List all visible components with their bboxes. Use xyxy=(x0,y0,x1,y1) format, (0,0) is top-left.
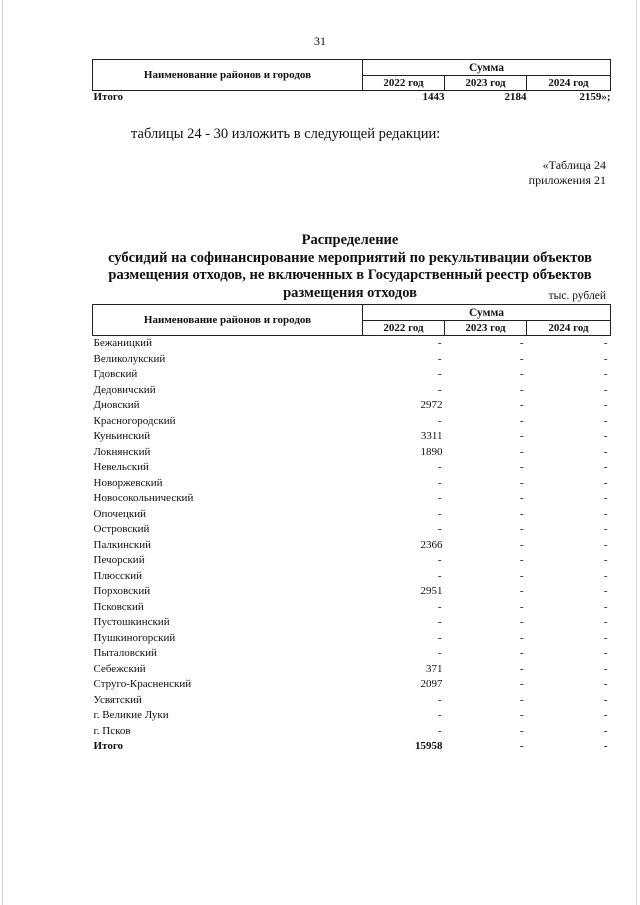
value-2023: - xyxy=(519,600,524,613)
value-2022: 15958 xyxy=(415,740,443,752)
table-reference-line: «Таблица 24 xyxy=(542,158,606,172)
value-2022: - xyxy=(437,693,442,706)
amendment-paragraph: таблицы 24 - 30 изложить в следующей редакции: xyxy=(131,126,441,142)
value-2023: - xyxy=(519,383,524,396)
value-2023: - xyxy=(519,740,524,752)
value-2024: - xyxy=(603,662,608,675)
district-name: Дновский xyxy=(93,399,140,411)
table-row xyxy=(93,584,611,600)
value-2022: - xyxy=(437,461,442,473)
value-2022: - xyxy=(437,337,442,349)
district-name: Опочецкий xyxy=(93,507,146,520)
value-2023: - xyxy=(519,445,524,458)
value-2022: - xyxy=(437,352,442,365)
value-2023: - xyxy=(519,523,524,535)
value-2022: - xyxy=(437,476,442,489)
table-row xyxy=(93,631,611,647)
value-2024: - xyxy=(603,399,608,411)
value-2023: - xyxy=(519,492,524,504)
district-name: Невельский xyxy=(93,461,149,473)
title-line: субсидий на софинансирование мероприятий по рекультивации объектов xyxy=(108,249,592,266)
table-row xyxy=(93,662,611,678)
value-2022: 2951 xyxy=(420,585,443,597)
page-number: 31 xyxy=(314,34,326,48)
district-name: Пустошкинский xyxy=(93,616,170,628)
value-2022: - xyxy=(437,724,442,737)
table-row xyxy=(93,708,611,724)
value-2024: - xyxy=(603,616,608,628)
district-name: Островский xyxy=(93,523,150,535)
value-2024: - xyxy=(603,554,608,566)
table-row xyxy=(93,429,611,445)
value-2023: - xyxy=(519,662,524,675)
value-2023: - xyxy=(519,678,524,690)
value-2023: - xyxy=(519,554,524,566)
district-name: Усвятский xyxy=(93,693,142,706)
value-2024: - xyxy=(603,368,608,380)
summary-table-previous xyxy=(92,59,611,104)
column-header-name: Наименование районов и городов xyxy=(93,60,363,91)
value-2024: - xyxy=(603,678,608,690)
table-row xyxy=(93,522,611,538)
total-label: Итого xyxy=(93,740,124,752)
value-2024: - xyxy=(603,647,608,659)
value-2024: - xyxy=(603,538,608,551)
table-row xyxy=(93,507,611,523)
district-name: Новоржевский xyxy=(93,476,163,489)
table-row xyxy=(93,491,611,507)
district-name: Пушкиногорский xyxy=(93,631,176,644)
value-2023: - xyxy=(519,585,524,597)
district-name: Красногородский xyxy=(93,414,176,427)
value-2024: - xyxy=(603,724,608,737)
value-2022: 2097 xyxy=(420,678,443,690)
table-row xyxy=(93,445,611,461)
table-row xyxy=(93,553,611,569)
table-reference xyxy=(529,158,606,188)
scan-right-edge xyxy=(636,0,637,905)
value-2022: - xyxy=(437,507,442,520)
table-row xyxy=(93,615,611,631)
value-2022: - xyxy=(437,414,442,427)
district-name: Великолукский xyxy=(93,352,166,365)
title-line: размещения отходов xyxy=(283,284,417,301)
table-row xyxy=(93,336,611,352)
total-row xyxy=(93,91,611,105)
value-2024: - xyxy=(603,414,608,427)
value-2023: - xyxy=(519,430,524,442)
value-2023: - xyxy=(519,414,524,427)
total-value-2024: 2159»; xyxy=(579,91,611,103)
value-2023: - xyxy=(519,538,524,551)
table-title xyxy=(80,232,620,302)
value-2024: - xyxy=(603,383,608,396)
total-value-2023: 2184 xyxy=(504,91,527,103)
value-2022: 2972 xyxy=(420,399,443,411)
value-2024: - xyxy=(603,600,608,613)
value-2023: - xyxy=(519,337,524,349)
title-line: размещения отходов, не включенных в Государственный реестр объектов xyxy=(108,267,592,283)
value-2024: - xyxy=(603,631,608,644)
table-row xyxy=(93,414,611,430)
title-line: Распределение xyxy=(301,232,399,248)
district-name: Бежаницкий xyxy=(93,337,152,349)
table-row xyxy=(93,693,611,709)
column-header-name: Наименование районов и городов xyxy=(93,305,363,336)
value-2022: - xyxy=(437,616,442,628)
total-row xyxy=(93,739,611,755)
value-2023: - xyxy=(519,461,524,473)
value-2024: - xyxy=(603,709,608,721)
value-2024: - xyxy=(603,740,608,752)
total-label: Итого xyxy=(93,91,124,103)
value-2022: - xyxy=(437,631,442,644)
value-2023: - xyxy=(519,724,524,737)
district-name: Гдовский xyxy=(93,368,138,380)
value-2024: - xyxy=(603,445,608,458)
table-row xyxy=(93,352,611,368)
district-name: Себежский xyxy=(93,662,146,675)
value-2022: - xyxy=(437,647,442,659)
value-2024: - xyxy=(603,430,608,442)
district-name: Псковский xyxy=(93,600,144,613)
value-2024: - xyxy=(603,569,608,582)
value-2024: - xyxy=(603,492,608,504)
value-2023: - xyxy=(519,399,524,411)
value-2023: - xyxy=(519,368,524,380)
value-2022: - xyxy=(437,554,442,566)
district-name: г. Великие Луки xyxy=(93,709,169,721)
table-row xyxy=(93,646,611,662)
district-name: Дедовичский xyxy=(93,383,156,396)
value-2022: 371 xyxy=(426,662,443,675)
column-header-sum: Сумма xyxy=(363,305,611,321)
district-name: г. Псков xyxy=(93,724,131,737)
value-2024: - xyxy=(603,461,608,473)
table-row xyxy=(93,460,611,476)
district-name: Плюсский xyxy=(93,569,143,582)
table-reference-line: приложения 21 xyxy=(528,173,606,187)
column-header-year: 2022 год xyxy=(363,321,445,336)
value-2023: - xyxy=(519,647,524,659)
value-2022: 3311 xyxy=(420,430,443,442)
district-name: Пыталовский xyxy=(93,647,157,659)
table-row xyxy=(93,538,611,554)
units-label: тыс. рублей xyxy=(548,290,606,302)
table-row xyxy=(93,367,611,383)
district-name: Локнянский xyxy=(93,445,151,458)
column-header-year: 2022 год xyxy=(363,76,445,91)
table-row xyxy=(93,398,611,414)
value-2023: - xyxy=(519,631,524,644)
value-2023: - xyxy=(519,709,524,721)
scan-left-edge xyxy=(2,0,3,905)
table-row xyxy=(93,600,611,616)
value-2023: - xyxy=(519,507,524,520)
value-2023: - xyxy=(519,569,524,582)
value-2022: - xyxy=(437,600,442,613)
value-2022: - xyxy=(437,569,442,582)
table-row xyxy=(93,724,611,740)
value-2024: - xyxy=(603,507,608,520)
value-2023: - xyxy=(519,693,524,706)
column-header-year: 2024 год xyxy=(527,321,611,336)
district-name: Новосокольнический xyxy=(93,492,194,504)
distribution-table xyxy=(92,304,611,755)
value-2024: - xyxy=(603,523,608,535)
column-header-year: 2023 год xyxy=(445,76,527,91)
value-2024: - xyxy=(603,476,608,489)
value-2022: - xyxy=(437,368,442,380)
value-2022: 1890 xyxy=(420,445,443,458)
value-2022: - xyxy=(437,492,442,504)
value-2024: - xyxy=(603,585,608,597)
value-2023: - xyxy=(519,476,524,489)
value-2022: - xyxy=(437,383,442,396)
table-row xyxy=(93,383,611,399)
table-row xyxy=(93,677,611,693)
district-name: Печорский xyxy=(93,554,145,566)
value-2022: - xyxy=(437,709,442,721)
column-header-year: 2023 год xyxy=(445,321,527,336)
total-value-2022: 1443 xyxy=(422,91,445,103)
district-name: Куньинский xyxy=(93,430,151,442)
district-name: Палкинский xyxy=(93,538,152,551)
district-name: Струго-Красненский xyxy=(93,678,192,690)
column-header-sum: Сумма xyxy=(363,60,611,76)
value-2023: - xyxy=(519,616,524,628)
table-body xyxy=(93,336,611,755)
table-row xyxy=(93,569,611,585)
value-2024: - xyxy=(603,693,608,706)
value-2023: - xyxy=(519,352,524,365)
value-2022: 2366 xyxy=(420,538,443,551)
table-row xyxy=(93,476,611,492)
value-2024: - xyxy=(603,352,608,365)
column-header-year: 2024 год xyxy=(527,76,611,91)
district-name: Порховский xyxy=(93,585,151,597)
value-2022: - xyxy=(437,523,442,535)
value-2024: - xyxy=(603,337,608,349)
